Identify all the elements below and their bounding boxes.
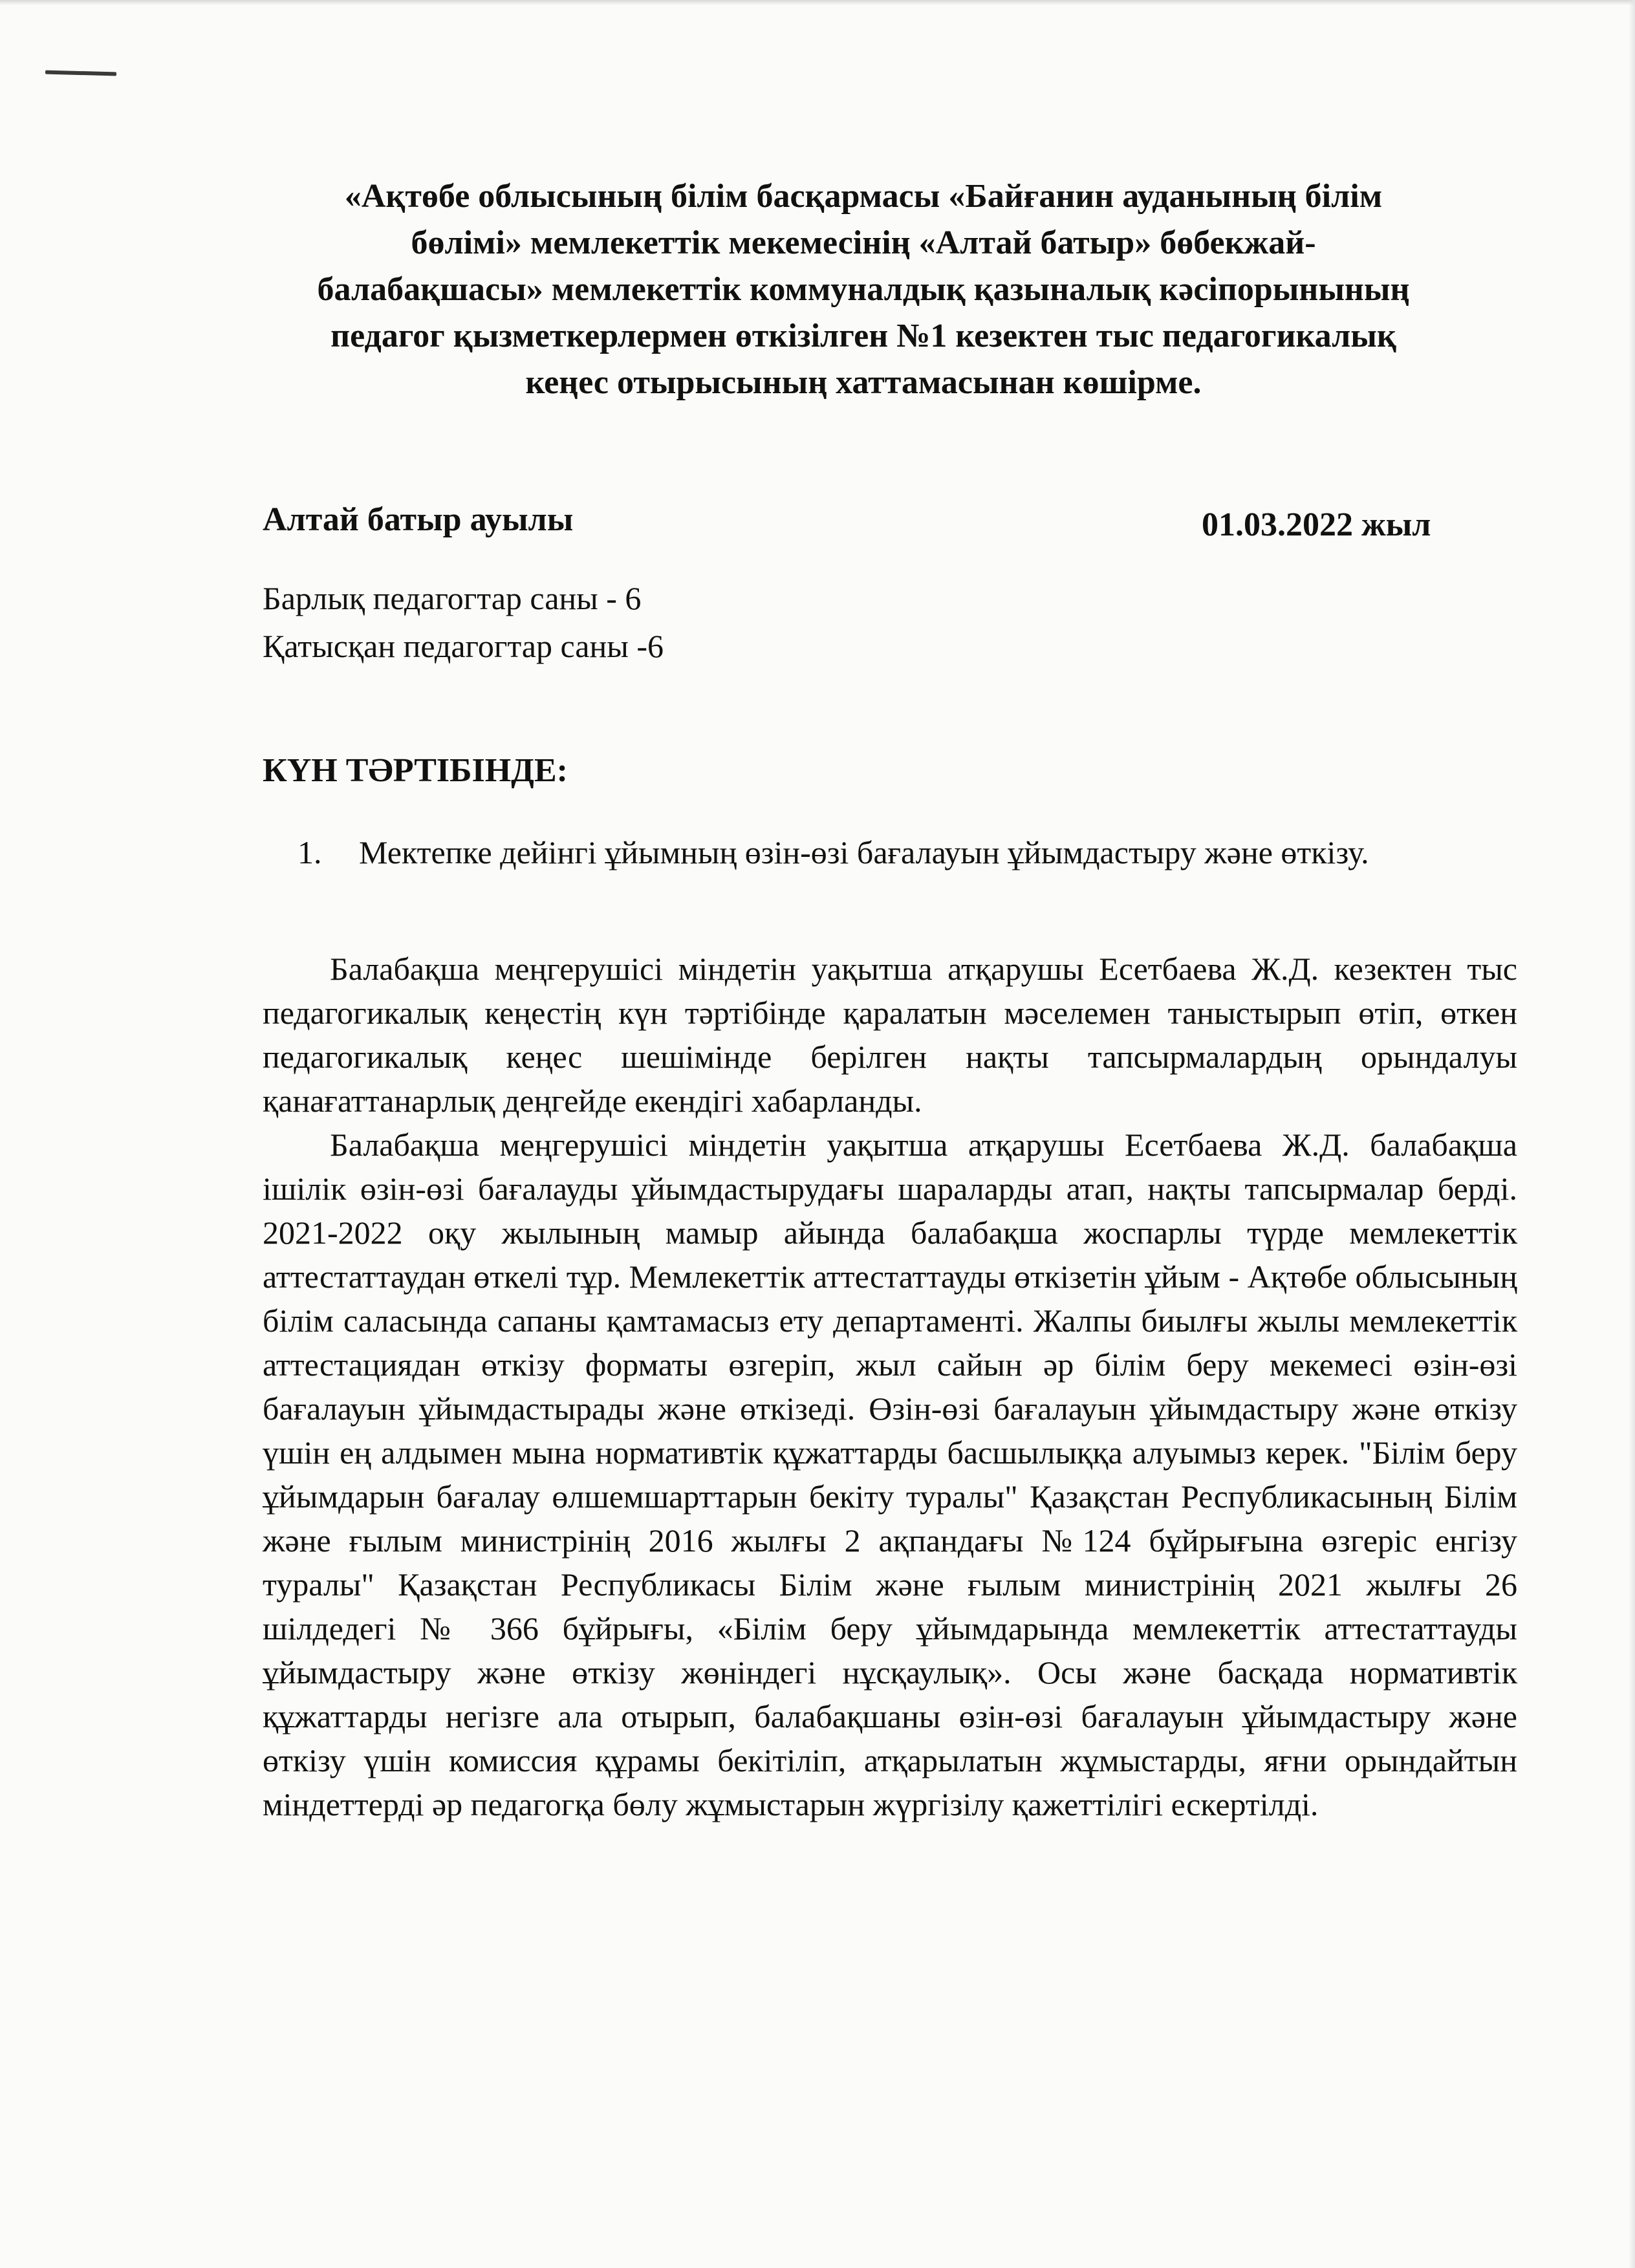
scan-edge-top (0, 0, 1635, 5)
attendance-counts (263, 574, 664, 670)
body-paragraph: Балабақша меңгерушісі міндетін уақытша атқарушы Есетбаева Ж.Д. балабақша ішілік өзін-өзі бағалауды ұйымдастырудағы шараларды атап, нақты тапсырмалар берді. 2021-2022 оқу жылының мамыр айында балабақша жоспарлы түрде мемлекеттік аттестаттаудан өткелі тұр. Мемлекеттік аттестаттауды өткізетін ұйым - Ақтөбе облысының білім саласында сапаны қамтамасыз ету департаменті. Жалпы биылғы жылы мемлекеттік аттестациядан өткізу форматы өзгеріп, жыл сайын әр білім беру мекемесі өзін-өзі бағалауын ұйымдастырады және өткізеді. Өзін-өзі бағалауын ұйымдастыру және өткізу үшін ең алдымен мына нормативтік құжаттарды басшылыққа алуымыз керек. "Білім беру ұйымдарын бағалау өлшемшарттарын бекіту туралы" Қазақстан Республикасының Білім және ғылым министрінің 2016 жылғы 2 ақпандағы №124 бұйрығына өзгеріс енгізу туралы" Қазақстан Республикасы Білім және ғылым министрінің 2021 жылғы 26 шілдедегі № 366 бұйрығы, «Білім беру ұйымдарында мемлекеттік аттестаттауды ұйымдастыру және өткізу жөніндегі нұсқаулық». Осы және басқада нормативтік құжаттарды негізге ала отырып, балабақшаны өзін-өзі бағалауын ұйымдастыру және өткізу үшін комиссия құрамы бекітіліп, атқарылатын жұмыстарды, яғни орындайтын міндеттерді әр педагогқа бөлу жұмыстарын жүргізілу қажеттілігі ескертілді. (263, 1127, 1517, 1822)
agenda-item-text: Мектепке дейінгі ұйымның өзін-өзі бағалауын ұйымдастыру және өткізу. (359, 834, 1369, 870)
document-title (220, 173, 1507, 406)
agenda-item-number: 1. (298, 834, 322, 870)
protocol-body (263, 947, 1517, 1826)
title-line: педагог қызметкерлермен өткізілген №1 кезектен тыс педагогикалық (330, 318, 1396, 354)
meeting-date: 01.03.2022 жыл (1202, 506, 1431, 543)
title-line: кеңес отырысының хаттамасынан көшірме. (525, 364, 1202, 401)
agenda-list (298, 830, 1500, 874)
agenda-heading: КҮН ТӘРТІБІНДЕ: (263, 752, 568, 789)
agenda-item (298, 830, 1500, 874)
body-paragraph: Балабақша меңгерушісі міндетін уақытша атқарушы Есетбаева Ж.Д. кезектен тыс педагогикалық кеңестің күн тәртібінде қаралатын мәселемен таныстырып өтіп, өткен педагогикалық кеңес шешімінде берілген нақты тапсырмалардың орындалуы қанағаттанарлық деңгейде екендігі хабарланды. (263, 951, 1517, 1119)
title-line: балабақшасы» мемлекеттік коммуналдық қазыналық кәсіпорынының (317, 271, 1410, 308)
scan-edge-right (1629, 0, 1635, 2268)
title-line: «Ақтөбе облысының білім басқармасы «Байғанин ауданының білім (344, 178, 1383, 215)
total-teachers-count: Барлық педагогтар саны - 6 (263, 580, 642, 616)
title-line: бөлімі» мемлекеттік мекемесінің «Алтай батыр» бөбекжай- (411, 224, 1316, 261)
scan-pen-mark (45, 70, 116, 76)
present-teachers-count: Қатысқан педагогтар саны -6 (263, 628, 664, 664)
meeting-place: Алтай батыр ауылы (263, 501, 574, 538)
